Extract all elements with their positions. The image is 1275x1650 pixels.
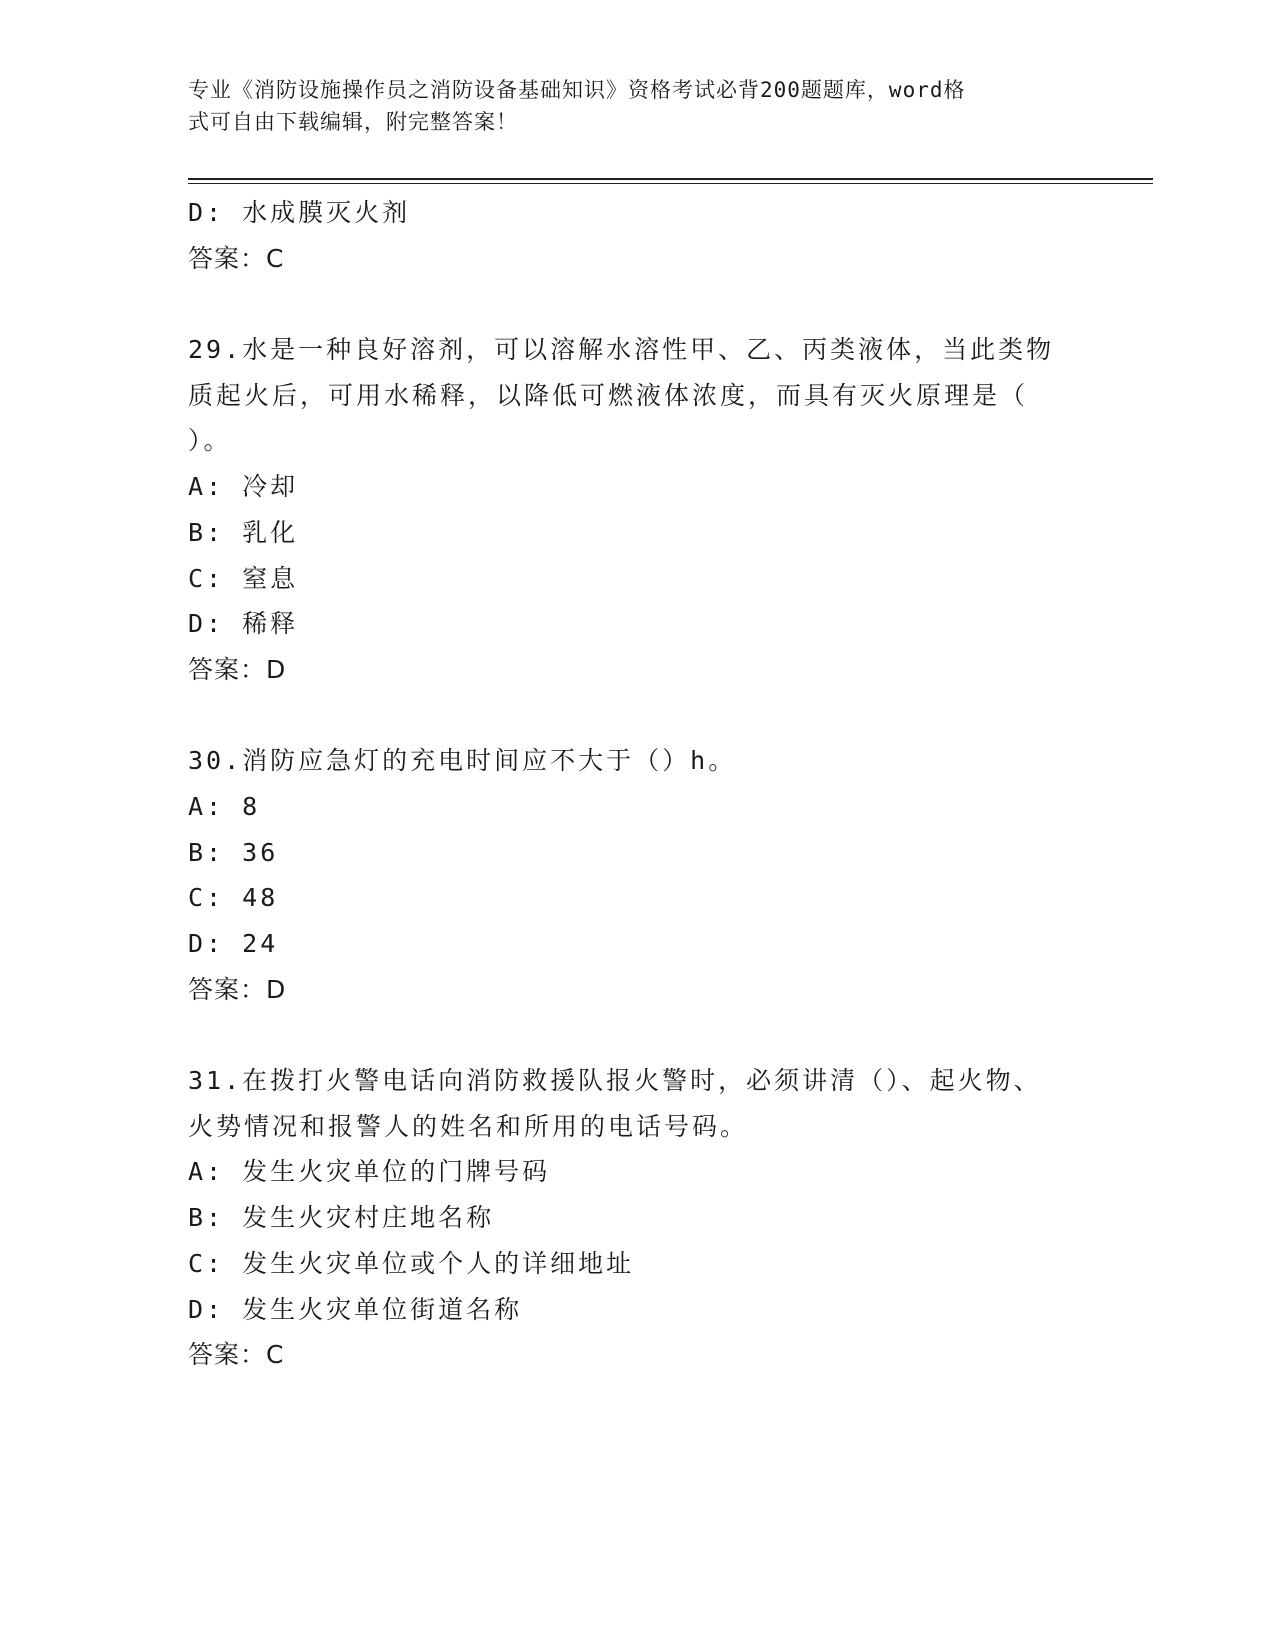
spacer xyxy=(188,281,1088,327)
option-d: D: 24 xyxy=(188,929,279,958)
answer-line: 答案：D xyxy=(188,974,287,1004)
question-stem-line: ）。 xyxy=(188,426,232,456)
question-stem-line: 30.消防应急灯的充电时间应不大于（）h。 xyxy=(188,746,737,776)
option-b: B: 乳化 xyxy=(188,517,299,547)
answer-line: 答案：C xyxy=(188,243,285,273)
question-stem-line: 质起火后，可用水稀释，以降低可燃液体浓度，而具有灭火原理是（ xyxy=(188,380,1029,410)
header-divider-thick xyxy=(188,178,1153,180)
answer-line: 答案：D xyxy=(188,654,287,684)
option-c: C: 48 xyxy=(188,883,279,913)
question-stem-line: 29.水是一种良好溶剂，可以溶解水溶性甲、乙、丙类液体，当此类物 xyxy=(188,335,1055,365)
option-a: A: 冷却 xyxy=(188,472,299,502)
question-stem-line: 火势情况和报警人的姓名和所用的电话号码。 xyxy=(188,1111,749,1141)
question-stem-line: 31.在拨打火警电话向消防救援队报火警时，必须讲清（）、起火物、 xyxy=(188,1066,1042,1096)
header-divider-thin xyxy=(188,183,1153,184)
spacer xyxy=(188,1012,1088,1058)
option-c: C: 发生火灾单位或个人的详细地址 xyxy=(188,1248,635,1278)
previous-question-tail xyxy=(188,190,1088,281)
answer-line: 答案：C xyxy=(188,1340,285,1370)
option-a: A: 8 xyxy=(188,791,261,821)
header-line-1: 专业《消防设施操作员之消防设备基础知识》资格考试必背200题题库，word格 xyxy=(188,78,966,102)
question-31 xyxy=(188,1058,1088,1378)
option-d: D: 稀释 xyxy=(188,609,299,639)
header-line-2: 式可自由下载编辑，附完整答案！ xyxy=(188,110,518,134)
question-list xyxy=(188,190,1088,1378)
option-b: B: 发生火灾村庄地名称 xyxy=(188,1203,495,1233)
document-header xyxy=(188,74,1088,138)
question-29 xyxy=(188,327,1088,693)
spacer xyxy=(188,693,1088,739)
option-b: B: 36 xyxy=(188,837,279,867)
option-c: C: 窒息 xyxy=(188,563,299,593)
option-a: A: 发生火灾单位的门牌号码 xyxy=(188,1157,551,1187)
question-30 xyxy=(188,738,1088,1012)
option-d: D: 发生火灾单位街道名称 xyxy=(188,1294,523,1324)
option-d: D: 水成膜灭火剂 xyxy=(188,198,411,227)
